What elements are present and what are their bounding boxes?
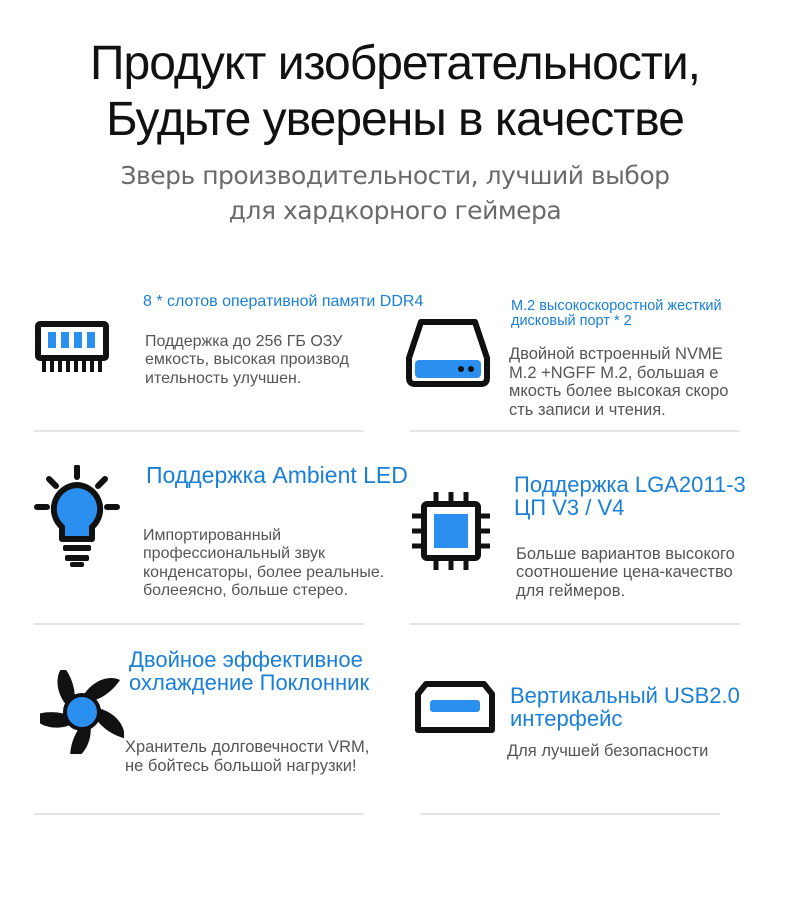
ram-icon xyxy=(34,318,110,378)
feature-ram-desc xyxy=(145,333,349,388)
feature-cpu-desc-line: Больше вариантов высокого xyxy=(516,545,735,563)
feature-m2-desc-line: мкость более высокая скоро xyxy=(509,382,729,401)
feature-led-desc-line: болееясно, больше стерео. xyxy=(143,582,348,600)
feature-led-desc-line: Импортированный xyxy=(143,527,281,544)
feature-m2-desc xyxy=(509,345,728,420)
divider xyxy=(410,430,740,432)
feature-cpu-title xyxy=(514,473,746,519)
feature-m2-desc-line: сть записи и чтения. xyxy=(509,400,666,419)
feature-led-title-line: Поддержка Ambient LED xyxy=(146,462,408,488)
feature-fan-desc-line: не бойтесь большой нагрузки! xyxy=(125,756,357,775)
feature-fan-title xyxy=(129,648,369,694)
feature-fan-desc-line: Хранитель долговечности VRM, xyxy=(125,738,370,756)
feature-usb-desc-line: Для лучшей безопасности xyxy=(507,742,709,760)
feature-cpu-title-line: ЦП V3 / V4 xyxy=(514,495,625,521)
fan-icon xyxy=(40,670,124,754)
divider xyxy=(34,623,364,625)
feature-usb-title-line: Вертикальный USB2.0 xyxy=(510,683,740,708)
feature-cpu-desc-line: для геймеров. xyxy=(516,581,626,600)
feature-m2-title-line: дисковый порт * 2 xyxy=(511,313,632,330)
divider xyxy=(34,430,364,432)
feature-cpu-title-line: Поддержка LGA2011-3 xyxy=(514,472,746,497)
feature-m2-desc-line: Двойной встроенный NVME xyxy=(509,345,723,363)
page-title-line-1: Продукт изобретательности, xyxy=(90,37,700,90)
light-bulb-icon xyxy=(34,465,120,570)
feature-led-desc-line: профессиональный звук xyxy=(143,545,325,563)
hard-drive-icon xyxy=(405,316,491,388)
divider xyxy=(410,623,740,625)
page-subtitle-line-2: для хардкорного геймера xyxy=(228,196,562,225)
feature-ram-desc-line: ительность улучшен. xyxy=(145,369,302,387)
divider xyxy=(420,813,720,815)
divider xyxy=(34,813,364,815)
feature-m2-desc-line: M.2 +NGFF M.2, большая е xyxy=(509,363,719,382)
cpu-chip-icon xyxy=(410,490,492,572)
feature-fan-title-line: охлаждение Поклонник xyxy=(129,670,370,696)
feature-usb-title xyxy=(510,684,740,730)
feature-usb-title-line: интерфейс xyxy=(510,706,623,732)
feature-usb-desc xyxy=(507,742,708,761)
feature-cpu-desc xyxy=(516,545,735,600)
feature-led-desc xyxy=(143,527,384,601)
feature-m2-title xyxy=(511,299,722,329)
feature-ram-desc-line: Поддержка до 256 ГБ ОЗУ xyxy=(145,333,343,350)
feature-fan-desc xyxy=(125,738,369,775)
page-title-line-2: Будьте уверены в качестве xyxy=(106,93,684,146)
feature-ram-desc-line: емкость, высокая производ xyxy=(145,351,349,369)
feature-ram-title-line: 8 * слотов оперативной памяти DDR4 xyxy=(143,293,424,310)
usb-port-icon xyxy=(414,680,496,734)
feature-ram-title xyxy=(143,294,423,311)
feature-led-title xyxy=(146,463,408,487)
page-subtitle-line-1: Зверь производительности, лучший выбор xyxy=(120,161,670,190)
feature-cpu-desc-line: соотношение цена-качество xyxy=(516,563,733,582)
feature-m2-title-line: M.2 высокоскоростной жесткий xyxy=(511,298,722,314)
feature-fan-title-line: Двойное эффективное xyxy=(129,647,363,672)
feature-led-desc-line: конденсаторы, более реальные. xyxy=(143,563,385,581)
